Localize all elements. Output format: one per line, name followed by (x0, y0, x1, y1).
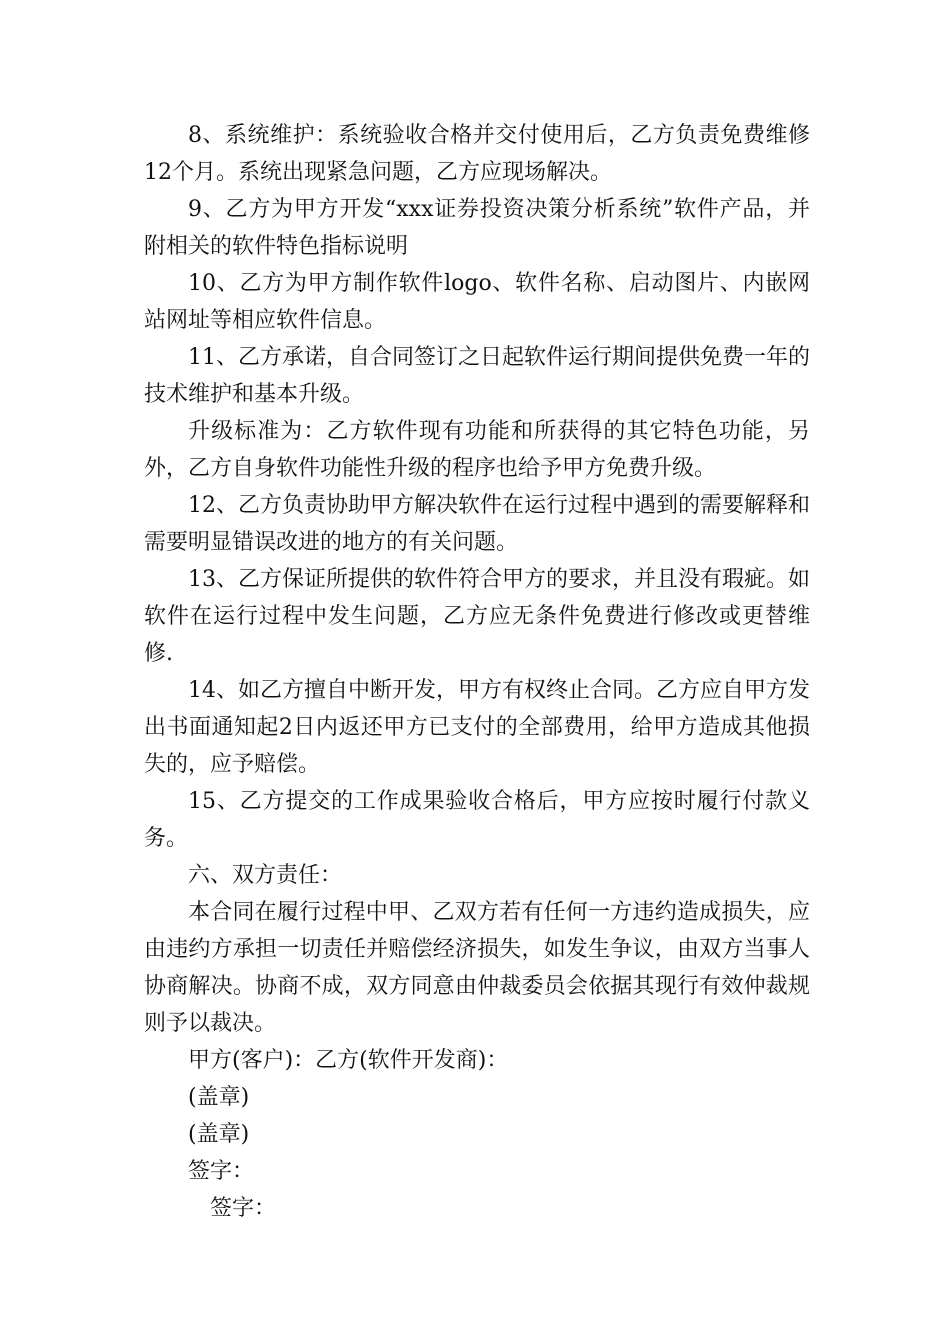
clause-15-payment: 15、乙方提交的工作成果验收合格后，甲方应按时履行付款义务。 (144, 789, 810, 851)
clause-14-termination: 14、如乙方擅自中断开发，甲方有权终止合同。乙方应自甲方发出书面通知起2日内返还甲方已支付的全部费用，给甲方造成其他损失的，应予赔偿。 (144, 678, 810, 777)
sign-line-party-b: 签字： (210, 1196, 277, 1221)
clause-11-support: 11、乙方承诺，自合同签订之日起软件运行期间提供免费一年的技术维护和基本升级。 (144, 345, 810, 407)
signature-parties-line: 甲方(客户)：乙方(软件开发商)： (188, 1048, 509, 1073)
seal-line-party-b: (盖章) (188, 1122, 250, 1147)
contract-body (144, 117, 810, 1227)
seal-line-party-a: (盖章) (188, 1085, 250, 1110)
upgrade-standard: 升级标准为：乙方软件现有功能和所获得的其它特色功能，另外，乙方自身软件功能性升级的程序也给予甲方免费升级。 (144, 419, 810, 481)
responsibility-text: 本合同在履行过程中甲、乙双方若有任何一方违约造成损失，应由违约方承担一切责任并赔偿经济损失，如发生争议，由双方当事人协商解决。协商不成，双方同意由仲裁委员会依据其现行有效仲裁规则予以裁决。 (144, 900, 810, 1036)
clause-12-assistance: 12、乙方负责协助甲方解决软件在运行过程中遇到的需要解释和需要明显错误改进的地方的有关问题。 (144, 493, 810, 555)
clause-10-branding: 10、乙方为甲方制作软件logo、软件名称、启动图片、内嵌网站网址等相应软件信息。 (144, 271, 810, 333)
sign-line-party-a: 签字： (188, 1159, 255, 1184)
clause-13-warranty: 13、乙方保证所提供的软件符合甲方的要求，并且没有瑕疵。如软件在运行过程中发生问题，乙方应无条件免费进行修改或更替维修. (144, 567, 810, 666)
section-heading-responsibility: 六、双方责任： (188, 863, 343, 888)
clause-8-maintenance: 8、系统维护：系统验收合格并交付使用后，乙方负责免费维修12个月。系统出现紧急问题，乙方应现场解决。 (144, 123, 810, 185)
clause-9-product: 9、乙方为甲方开发“xxx证券投资决策分析系统”软件产品，并附相关的软件特色指标说明 (144, 197, 810, 259)
